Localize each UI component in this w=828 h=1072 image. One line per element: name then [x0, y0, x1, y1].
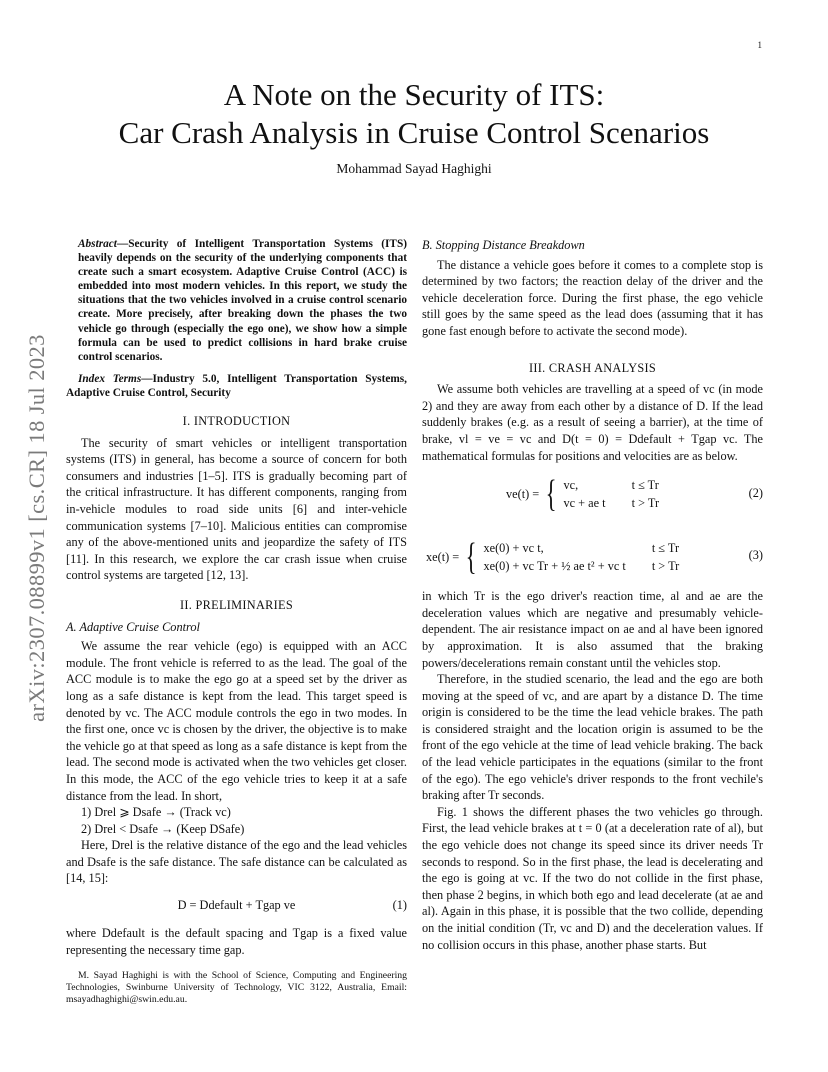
left-column	[66, 237, 407, 1006]
acc-paragraph-1: We assume the rear vehicle (ego) is equipped with an ACC module. The front vehicle is referred to as the lead. The goal of the ACC module is to make the ego go at a speed set by the driver as long as a safe distance is kept from the lead. This target speed is denoted by vc. The ACC module controls the ego in two modes. In the first one, once vc is chosen by the driver, the objective is to make the vehicle go at that speed as long as a safe distance is kept from the lead. The second mode is activated when the two vehicles get closer. In this mode, the ACC of the ego vehicle tries to keep it at a safe distance from the lead. In short,	[66, 639, 407, 803]
index-terms	[66, 372, 407, 400]
equation-2-case-2: vc + ae t	[563, 496, 606, 511]
crash-paragraph-1: We assume both vehicles are travelling at a speed of vc (in mode 2) and they are away from each other by a distance of D. If the lead suddenly brakes (e.g. as a result of seeing a barrier), at the time of brake, vl = ve = vc and D(t = 0) = Ddefault + Tgap vc. The mathematical formulas for positions and velocities are as below.	[422, 382, 763, 463]
index-terms-text: —Industry 5.0, Intelligent Transportation Systems, Adaptive Cruise Control, Security	[66, 372, 407, 399]
arxiv-stamp-text: arXiv:2307.08899v1 [cs.CR] 18 Jul 2023	[24, 334, 49, 722]
equation-3-cases	[483, 540, 679, 575]
stopping-paragraph: The distance a vehicle goes before it comes to a complete stop is determined by two factors; the reaction delay of the driver and the vehicle deceleration force. During the first phase, the ego vehicle still goes by the same speed as the lead does (assuming that it has gone fast enough before to activate the second mode).	[422, 257, 763, 338]
crash-paragraph-2: in which Tr is the ego driver's reaction time, al and ae are the deceleration values which are negative and presumably vehicle-dependent. The air resistance impact on ae and al have been ignored by approximation. It is also assumed that the braking powers/decelerations remain constant until the vehicles stop.	[422, 589, 763, 670]
title-line-1: A Note on the Security of ITS:	[223, 77, 605, 112]
list-item: 1) Drel ⩾ Dsafe → (Track vc)	[81, 805, 231, 820]
equation-3-lhs: xe(t) =	[426, 549, 460, 564]
equation-3-cond-1: t ≤ Tr	[651, 540, 680, 555]
mode-list	[66, 804, 407, 837]
section-heading-introduction: I. INTRODUCTION	[182, 414, 291, 429]
equation-3-case-1: xe(0) + vc t,	[483, 540, 544, 555]
author-footnote: M. Sayad Haghighi is with the School of Science, Computing and Engineering Technologies, Swinburne University of Technology, VIC 3122, Australia, Email: msayadhaghighi@swin.edu.au.	[66, 970, 407, 1006]
subsection-heading-stopping: B. Stopping Distance Breakdown	[422, 238, 585, 252]
equation-2-cond-1: t ≤ Tr	[631, 477, 659, 492]
equation-2-number: (2)	[748, 486, 763, 501]
equation-2-lhs: ve(t) =	[506, 486, 540, 501]
acc-paragraph-2: Here, Drel is the relative distance of the ego and the lead vehicles and Dsafe is the safe distance. The safe distance can be calculated as [14, 15]:	[66, 838, 407, 886]
equation-3	[422, 534, 763, 580]
equation-2	[422, 472, 763, 516]
title-line-2: Car Crash Analysis in Cruise Control Scenarios	[118, 115, 710, 150]
paper-title	[0, 76, 828, 152]
equation-2-cases	[563, 477, 659, 512]
brace-icon: {	[465, 536, 477, 579]
section-heading-preliminaries: II. PRELIMINARIES	[179, 597, 294, 612]
crash-paragraph-4: Fig. 1 shows the different phases the two vehicles go through. First, the lead vehicle brakes at t = 0 (at a deceleration rate of al), but the ego vehicle does not change its speed since its driver needs Tr seconds to respond. So in the first phase, the lead is decelerating and the ego is going at vc. If the two do not collide in the first phase, then phase 2 begins, in which both ego and lead decelerate (at ae and al). Again in this phase, it is possible that the two collide, depending on the initial condition (Tr, vc and D) and the deceleration values. If no collision occurs in this phase, another phase starts. But	[422, 804, 763, 952]
equation-1-number: (1)	[392, 898, 407, 913]
equation-1	[66, 895, 407, 917]
arxiv-stamp	[22, 298, 52, 758]
index-terms-label: Index Terms	[78, 372, 142, 385]
acc-paragraph-3: where Ddefault is the default spacing and Tgap is a fixed value representing the necessary time gap.	[66, 926, 407, 957]
author-name: Mohammad Sayad Haghighi	[336, 161, 492, 176]
page-number: 1	[757, 40, 762, 50]
subsection-heading-acc: A. Adaptive Cruise Control	[66, 619, 200, 634]
abstract-label: Abstract	[78, 238, 117, 250]
brace-icon: {	[545, 473, 557, 516]
equation-3-number: (3)	[748, 548, 763, 563]
crash-paragraph-3: Therefore, in the studied scenario, the lead and the ego are both moving at the speed of vc, and are apart by a distance D. The time origin is considered to be the time the lead vehicle brakes. The path is considered straight and the location origin is assumed to be the front of the ego vehicle at the time of lead vehicle braking. The back of the lead vehicle participates in the equations (similar to the front of the ego). The ego vehicle's driver responds to the front vechile's braking after Tr seconds.	[422, 672, 763, 803]
right-column	[422, 237, 763, 953]
equation-3-cond-2: t > Tr	[651, 559, 680, 574]
abstract	[78, 237, 407, 364]
equation-2-cond-2: t > Tr	[631, 496, 660, 511]
intro-paragraph: The security of smart vehicles or intelligent transportation systems (ITS) in general, has become a source of concern for both consumers and industries [1–5]. ITS is gradually becoming part of the critical infrastructure. It has different components, ranging from in-vehicle modules to road side units [6] and inter-vehicle communication systems [7–10]. Malicious entities can compromise any of the above-mentioned units and jeopardize the safety of ITS [11]. In this research, we explore the car crash issue when cruise control systems are targeted [12, 13].	[66, 435, 407, 583]
abstract-text: —Security of Intelligent Transportation Systems (ITS) heavily depends on the security of the underlying components that create such a smart ecosystem. Adaptive Cruise Control (ACC) is embedded into most modern vehicles. In this report, we study the situations that the two vehicles involved in a cruise control scenario create. More precisely, after breaking down the phases the two vehicle go through (especially the ego one), we show how a simple formula can be used to predict collisions in hard brake cruise control scenarios.	[78, 238, 407, 363]
equation-1-body: D = Ddefault + Tgap ve	[177, 898, 296, 913]
section-heading-crash-analysis: III. CRASH ANALYSIS	[528, 360, 657, 375]
equation-3-case-2: xe(0) + vc Tr + ½ ae t² + vc t	[483, 559, 626, 574]
equation-2-case-1: vc,	[563, 477, 579, 492]
list-item: 2) Drel < Dsafe → (Keep DSafe)	[81, 821, 245, 836]
